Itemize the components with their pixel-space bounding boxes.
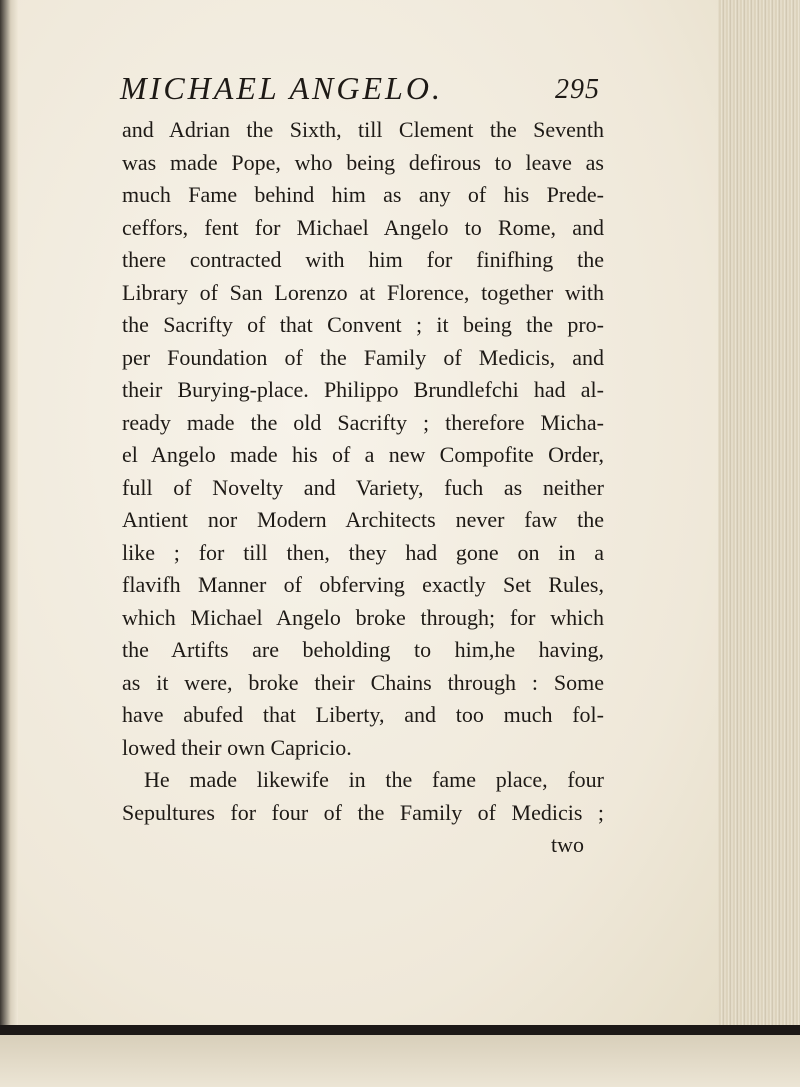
book-gutter-left xyxy=(0,0,18,1087)
running-title: MICHAEL ANGELO. xyxy=(120,70,443,106)
text-line: was made Pope, who being defirous to leave as xyxy=(122,149,604,175)
text-line: ready made the old Sacrifty ; therefore Micha- xyxy=(122,409,604,435)
text-line: flavifh Manner of obferving exactly Set Rules, xyxy=(122,572,604,597)
text-line: have abufed that Liberty, and too much fol- xyxy=(122,702,604,727)
text-line: as it were, broke their Chains through : Some xyxy=(122,669,604,695)
text-line: Antient nor Modern Architects never faw the xyxy=(122,507,604,532)
text-line: lowed their own Capricio. xyxy=(122,734,352,760)
text-line: full of Novelty and Variety, fuch as neither xyxy=(122,474,604,500)
text-line: like ; for till then, they had gone on in a xyxy=(122,539,604,565)
running-header xyxy=(120,70,600,107)
text-line: much Fame behind him as any of his Prede- xyxy=(122,182,604,207)
text-line: Library of San Lorenzo at Florence, together with xyxy=(122,279,604,305)
text-line: per Foundation of the Family of Medicis, and xyxy=(122,344,604,370)
text-line: which Michael Angelo broke through; for which xyxy=(122,604,604,630)
text-line: the Artifts are beholding to him,he having, xyxy=(122,637,604,662)
catchword: two xyxy=(551,832,584,857)
text-line: Sepultures for four of the Family of Medicis ; xyxy=(122,799,604,825)
text-line: the Sacrifty of that Convent ; it being the pro- xyxy=(122,312,604,337)
page-edges-right xyxy=(718,0,800,1087)
text-line: there contracted with him for finifhing the xyxy=(122,247,604,272)
page-edge-bottom xyxy=(0,1035,800,1087)
text-line: He made likewife in the fame place, four xyxy=(144,767,604,792)
scan-shadow-bottom xyxy=(0,1025,800,1035)
body-text xyxy=(122,114,604,862)
page-number: 295 xyxy=(555,74,600,105)
text-line: and Adrian the Sixth, till Clement the Seventh xyxy=(122,117,604,142)
text-line: ceffors, fent for Michael Angelo to Rome, and xyxy=(122,214,604,240)
text-line: their Burying-place. Philippo Brundlefchi had al- xyxy=(122,377,604,402)
text-line: el Angelo made his of a new Compofite Order, xyxy=(122,442,604,467)
